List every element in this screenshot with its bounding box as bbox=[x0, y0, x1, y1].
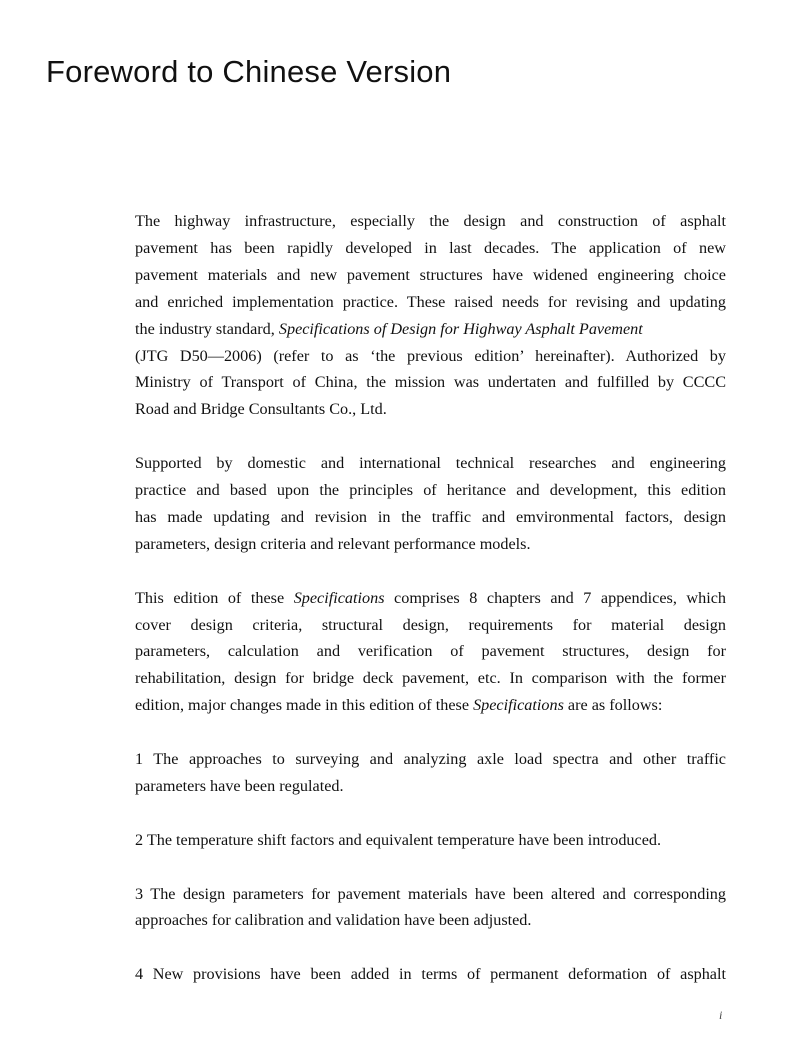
paragraph-intro bbox=[135, 208, 726, 423]
text-line: 3 The design parameters for pavement materials have been altered and corresponding bbox=[135, 884, 726, 903]
paragraph-contents bbox=[135, 585, 726, 720]
text-line: pavement has been rapidly developed in last decades. The application of new bbox=[135, 238, 726, 257]
text-line: edition, major changes made in this edition of these Specifications are as follows: bbox=[135, 696, 663, 715]
standard-title: Specifications of Design for Highway Asphalt Pavement bbox=[278, 319, 643, 338]
text-line: 4 New provisions have been added in terms of permanent deformation of asphalt bbox=[135, 965, 726, 984]
text-line: 2 The temperature shift factors and equivalent temperature have been introduced. bbox=[135, 830, 662, 849]
text-line: practice and based upon the principles of heritance and development, this edition bbox=[135, 481, 726, 500]
text-line: The highway infrastructure, especially the design and construction of asphalt bbox=[135, 212, 726, 230]
text-line: has made updating and revision in the traffic and emvironmental factors, design bbox=[135, 507, 726, 526]
text-line: Supported by domestic and international technical researches and engineering bbox=[135, 454, 726, 473]
text-line: 1 The approaches to surveying and analyzing axle load spectra and other traffic bbox=[135, 750, 726, 769]
text-line: pavement materials and new pavement structures have widened engineering choice bbox=[135, 265, 726, 284]
text-line: parameters, design criteria and relevant performance models. bbox=[135, 534, 531, 553]
change-item-2 bbox=[135, 827, 726, 854]
text-line: approaches for calibration and validation have been adjusted. bbox=[135, 911, 532, 930]
change-item-1 bbox=[135, 746, 726, 800]
change-item-4 bbox=[135, 961, 726, 988]
text-line: This edition of these Specifications comprises 8 chapters and 7 appendices, which bbox=[135, 588, 726, 607]
text-line: and enriched implementation practice. These raised needs for revising and updating bbox=[135, 292, 726, 311]
text-line: Road and Bridge Consultants Co., Ltd. bbox=[135, 400, 387, 419]
foreword-body bbox=[135, 208, 726, 988]
paragraph-support bbox=[135, 450, 726, 558]
text-line: Ministry of Transport of China, the mission was undertaten and fulfilled by CCCC bbox=[135, 373, 726, 392]
page-number: i bbox=[719, 1008, 723, 1022]
page-title: Foreword to Chinese Version bbox=[46, 54, 452, 89]
text-line: (JTG D50—2006) (refer to as ‘the previous edition’ hereinafter). Authorized by bbox=[135, 346, 726, 365]
text-line: parameters have been regulated. bbox=[135, 776, 344, 795]
text-line: the industry standard, Specifications of Design for Highway Asphalt Pavement bbox=[135, 319, 643, 338]
text-line: cover design criteria, structural design, requirements for material design bbox=[135, 615, 726, 634]
text-line: rehabilitation, design for bridge deck pavement, etc. In comparison with the former bbox=[135, 669, 726, 688]
text-line: parameters, calculation and verification of pavement structures, design for bbox=[135, 642, 726, 661]
change-item-3 bbox=[135, 881, 726, 935]
